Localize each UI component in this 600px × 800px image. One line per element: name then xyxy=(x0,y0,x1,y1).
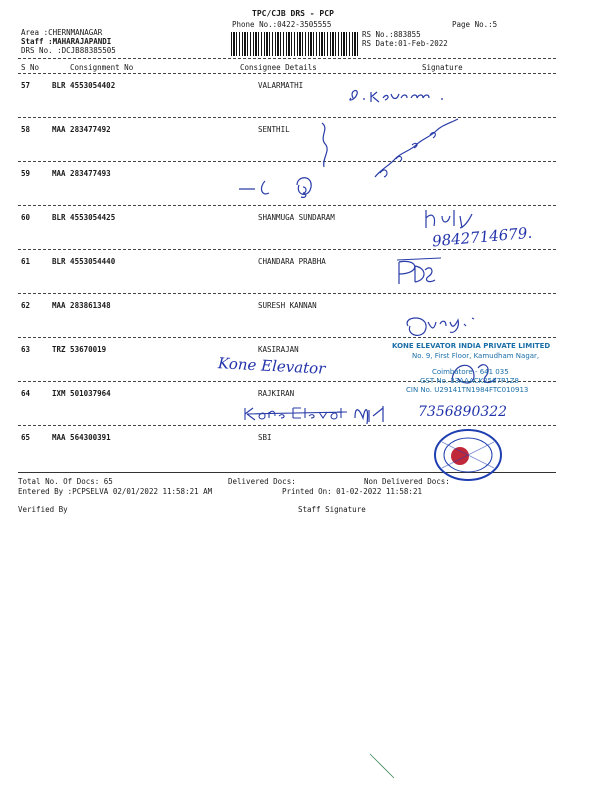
row-sno: 57 xyxy=(21,81,31,90)
row-sno: 58 xyxy=(21,125,31,134)
row-sno: 61 xyxy=(21,257,31,266)
row-sno: 64 xyxy=(21,389,31,398)
row-sno: 62 xyxy=(21,301,31,310)
stamp-address-2: Coimbatore - 641 035 xyxy=(432,368,509,376)
row-consignee: SBI xyxy=(258,433,272,442)
col-sno: S No xyxy=(21,63,40,72)
verified-by: Verified By xyxy=(18,505,68,514)
row-consignee: SHANMUGA SUNDARAM xyxy=(258,213,335,222)
row-consignment: BLR 4553054425 xyxy=(52,213,116,222)
row-consignment: MAA 283477492 xyxy=(52,125,111,134)
rs-number: RS No.:883855 xyxy=(362,30,421,39)
barcode xyxy=(231,32,358,56)
stamp-cin: CIN No. U29141TN1984FTC010913 xyxy=(406,386,529,394)
entered-by: Entered By :PCPSELVA 02/01/2022 11:58:21 AM xyxy=(18,487,213,496)
row-sno: 65 xyxy=(21,433,31,442)
row-consignment: TRZ 53670019 xyxy=(52,345,107,354)
signature-row-59 xyxy=(235,175,325,205)
stamp-address-1: No. 9, First Floor, Kamudham Nagar, xyxy=(412,352,540,360)
handwritten-phone-1: 9842714679. xyxy=(431,223,533,251)
row-divider xyxy=(18,293,556,294)
signature-row-62 xyxy=(400,312,500,342)
signature-row-57 xyxy=(345,84,455,106)
row-consignment: IXM 501037964 xyxy=(52,389,111,398)
stamp-gst: GST No. 33AAACK2567P1Z8 xyxy=(420,377,519,385)
col-signature: Signature xyxy=(422,63,463,72)
row-sno: 59 xyxy=(21,169,31,178)
header-rule-top xyxy=(18,58,556,59)
row-consignment: MAA 564300391 xyxy=(52,433,111,442)
row-consignment: MAA 283477493 xyxy=(52,169,111,178)
rs-date: RS Date:01-Feb-2022 xyxy=(362,39,448,48)
delivered-docs: Delivered Docs: xyxy=(228,477,296,486)
row-divider xyxy=(18,249,556,250)
staff-label: Staff :MAHARAJAPANDI xyxy=(21,37,112,46)
drs-number: DRS No. :DCJB88385505 xyxy=(21,46,116,55)
signature-row-58 xyxy=(300,115,480,205)
staff-signature: Staff Signature xyxy=(298,505,366,514)
pen-mark xyxy=(368,752,398,780)
header-rule-bottom xyxy=(18,73,556,74)
handwritten-phone-2: 7356890322 xyxy=(418,404,508,420)
total-docs: Total No. Of Docs: 65 xyxy=(18,477,113,486)
row-sno: 63 xyxy=(21,345,31,354)
row-sno: 60 xyxy=(21,213,31,222)
document-title: TPC/CJB DRS - PCP xyxy=(252,9,334,18)
row-consignment: BLR 4553054440 xyxy=(52,257,116,266)
col-consignment: Consignment No xyxy=(70,63,134,72)
row-consignee: VALARMATHI xyxy=(258,81,304,90)
struck-kone-elevator xyxy=(243,402,413,426)
stamp-company: KONE ELEVATOR INDIA PRIVATE LIMITED xyxy=(392,342,551,350)
signature-row-61 xyxy=(395,256,445,288)
row-consignee: SENTHIL xyxy=(258,125,290,134)
row-consignee: RAJKIRAN xyxy=(258,389,295,398)
round-seal xyxy=(432,428,504,482)
row-consignee: CHANDARA PRABHA xyxy=(258,257,326,266)
row-consignee: KASIRAJAN xyxy=(258,345,299,354)
area-label: Area :CHERNMANAGAR xyxy=(21,28,103,37)
row-consignment: BLR 4553054402 xyxy=(52,81,116,90)
col-consignee: Consignee Details xyxy=(240,63,317,72)
printed-on: Printed On: 01-02-2022 11:58:21 xyxy=(282,487,422,496)
page-number: Page No.:5 xyxy=(452,20,498,29)
row-consignment: MAA 283861348 xyxy=(52,301,111,310)
phone-number: Phone No.:0422-3505555 xyxy=(232,20,332,29)
row-consignee: SURESH KANNAN xyxy=(258,301,317,310)
non-delivered-docs: Non Delivered Docs: xyxy=(364,477,450,486)
handwritten-kone-elevator: Kone Elevator xyxy=(217,354,326,378)
